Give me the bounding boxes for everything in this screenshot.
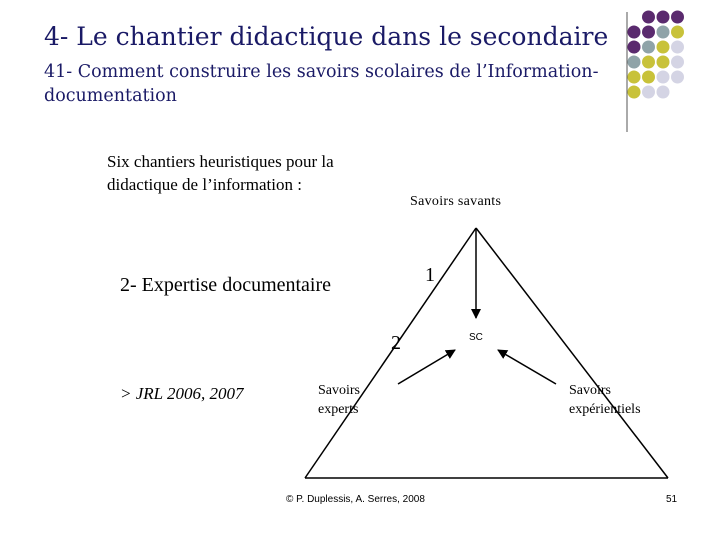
savoirs-experientiels-label: Savoirs expérientiels (569, 383, 641, 417)
triangle-right-edge (476, 228, 668, 478)
savoirs-experts-label: Savoirs experts (318, 383, 360, 417)
page-number: 51 (666, 494, 678, 505)
arrow-from-experts (398, 350, 455, 384)
page-subtitle: 41- Comment construire les savoirs scolaires de l’Information-documentation (44, 62, 599, 106)
savoirs-scolaires-label: SC (469, 332, 483, 343)
arrow-from-experientiels (498, 350, 556, 384)
label-number-1: 1 (425, 264, 435, 286)
copyright-footer: © P. Duplessis, A. Serres, 2008 (286, 494, 425, 505)
savoirs-savants-label: Savoirs savants (410, 194, 502, 209)
label-number-2: 2 (391, 332, 401, 354)
expertise-heading: 2- Expertise documentaire (120, 274, 332, 296)
reference-text: > JRL 2006, 2007 (120, 384, 244, 403)
page-title: 4- Le chantier didactique dans le secondaire (44, 22, 609, 51)
intro-text: Six chantiers heuristiques pour la didactique de l’information : (107, 152, 334, 194)
